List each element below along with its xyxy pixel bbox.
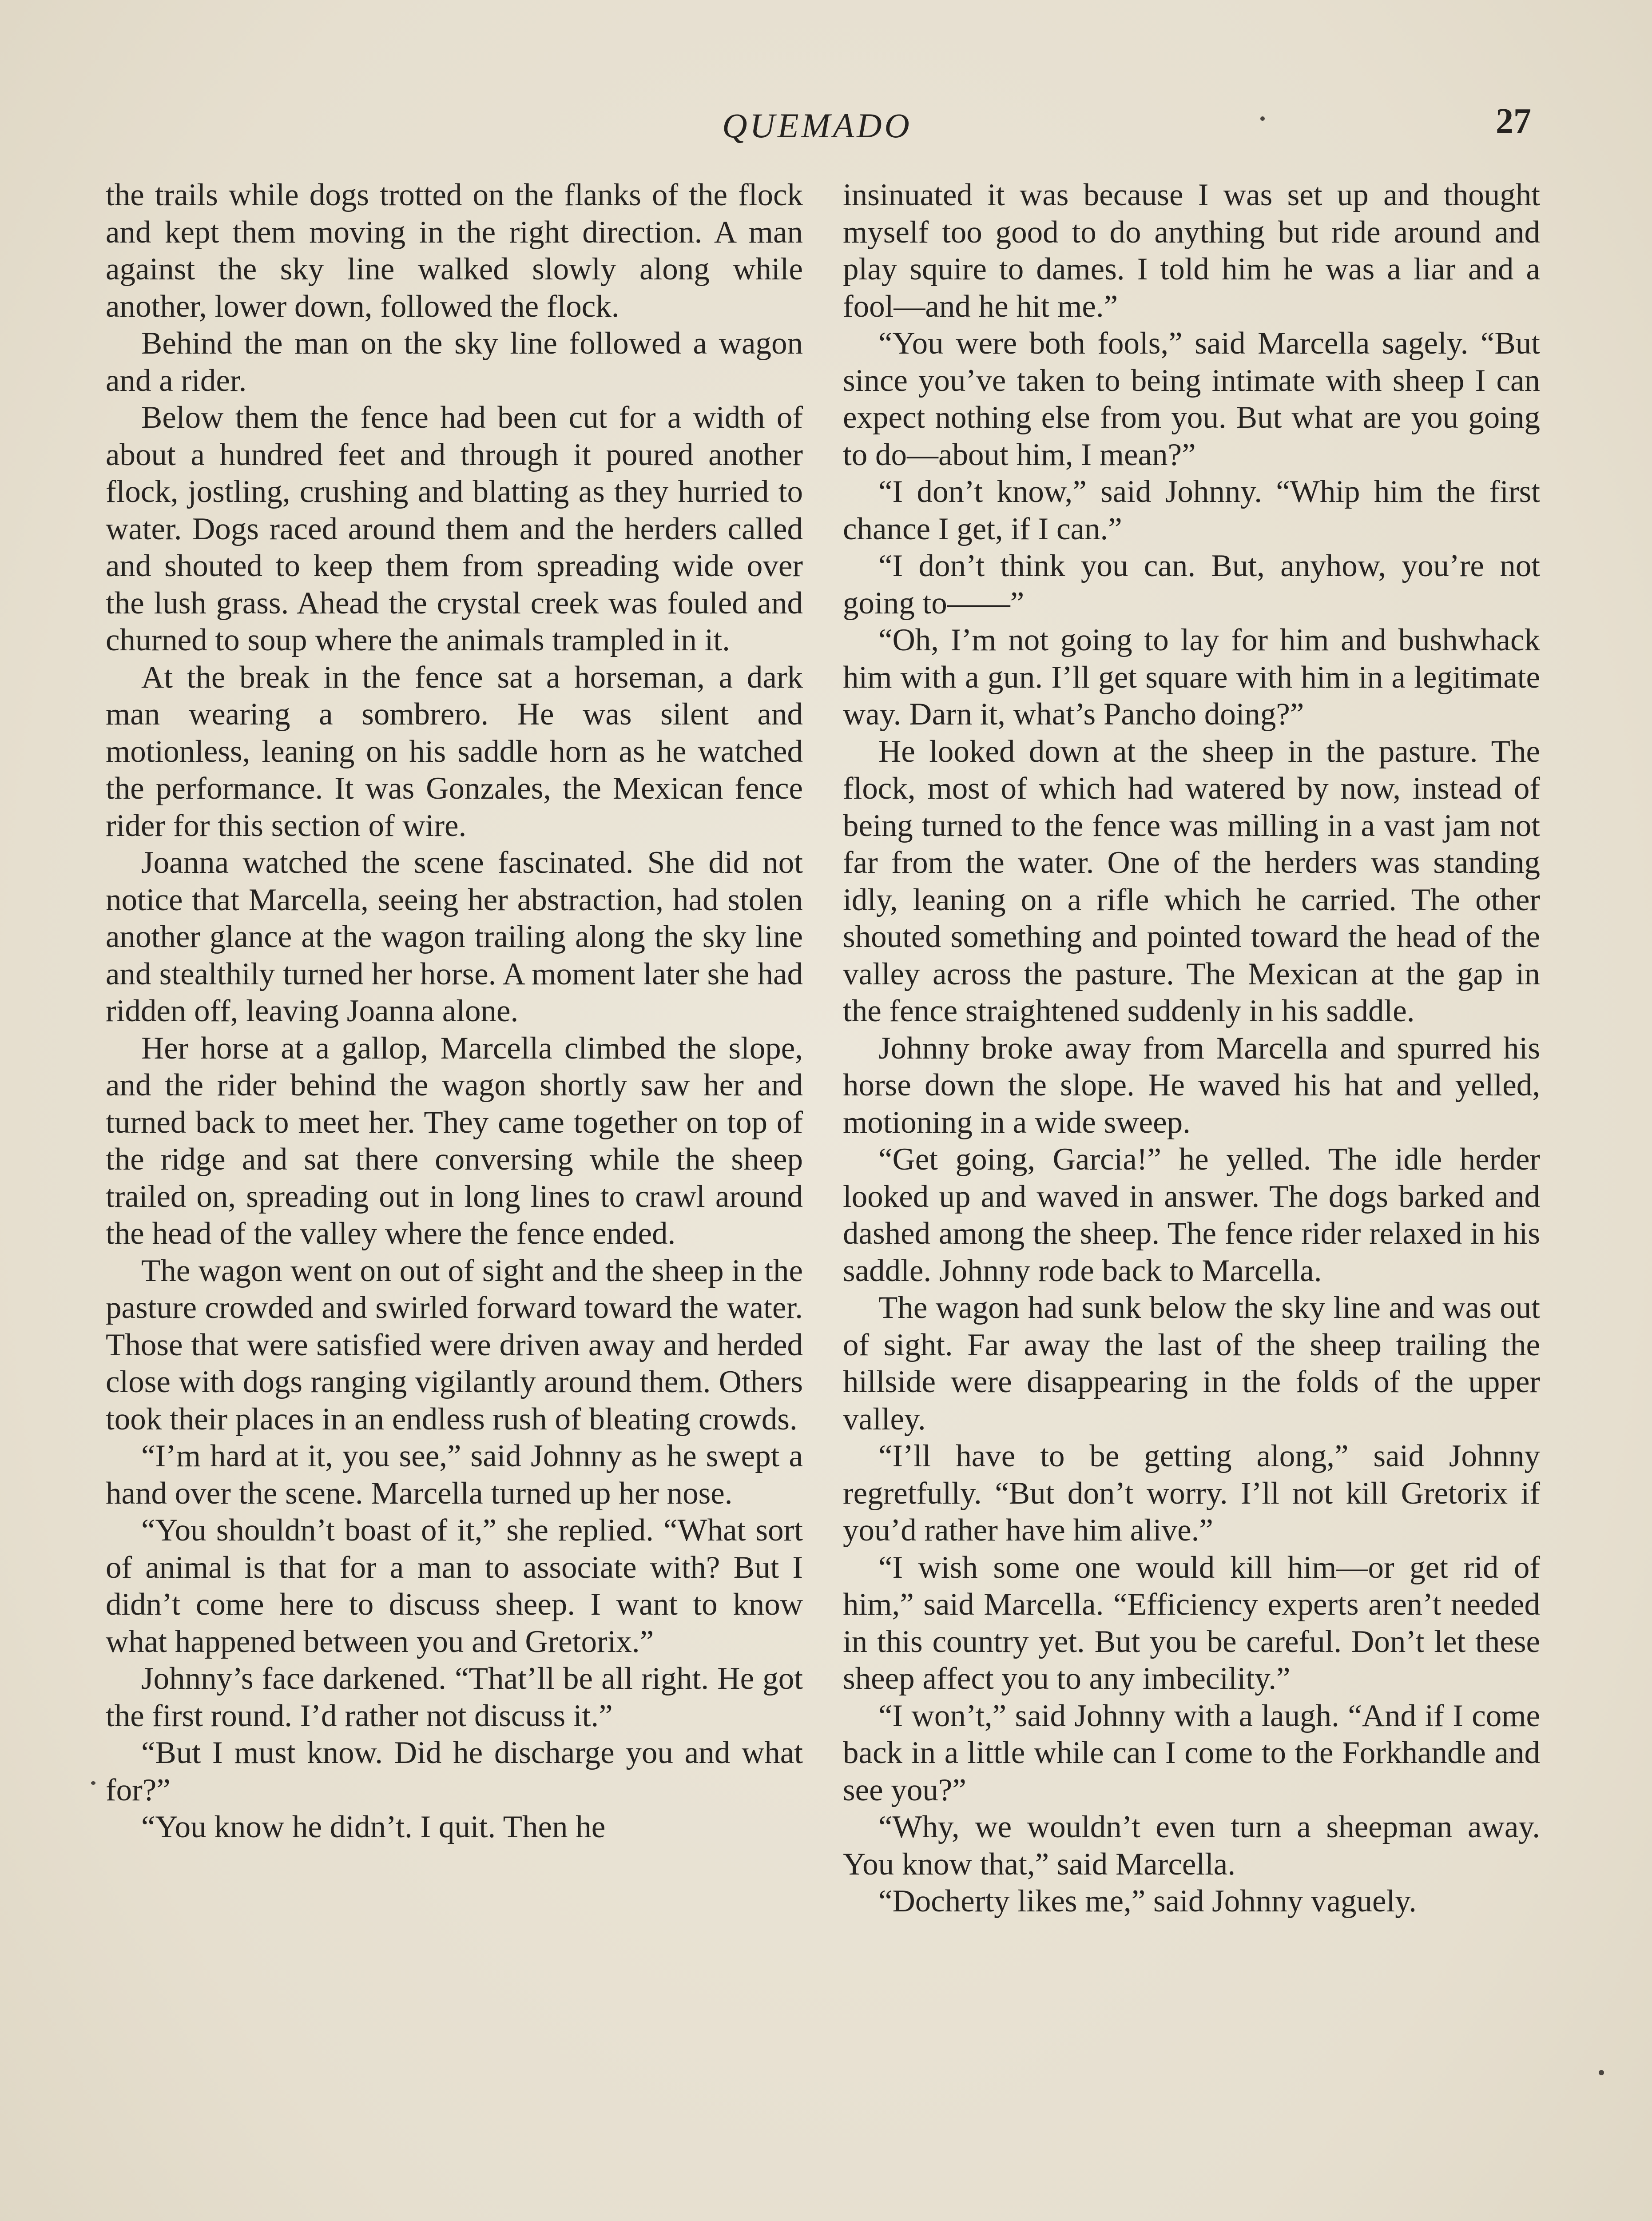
paragraph: “I won’t,” said Johnny with a laugh. “And if I come back in a little while can I come to the Forkhandle and see you?” bbox=[843, 1698, 1540, 1807]
paragraph: “Get going, Garcia!” he yelled. The idle herder looked up and waved in answer. The dogs barked and dashed among the sheep. The fence rider relaxed in his saddle. Johnny rode back to Marcella. bbox=[843, 1142, 1540, 1288]
paragraph: Johnny broke away from Marcella and spurred his horse down the slope. He waved his hat and yelled, motioning in a wide sweep. bbox=[843, 1031, 1540, 1140]
running-title: QUEMADO bbox=[722, 106, 912, 145]
paragraph: “You shouldn’t boast of it,” she replied. “What sort of animal is that for a man to associate with? But I didn’t come here to discuss sheep. I want to know what happened between you and Gretorix.” bbox=[106, 1513, 803, 1659]
paragraph: “I don’t think you can. But, anyhow, you’re not going to——” bbox=[843, 549, 1540, 621]
paragraph: “I don’t know,” said Johnny. “Whip him the first chance I get, if I can.” bbox=[843, 474, 1540, 546]
paragraph: The wagon had sunk below the sky line and was out of sight. Far away the last of the sheep trailing the hillside were disappearing in the folds of the upper valley. bbox=[843, 1290, 1540, 1437]
paragraph: “You were both fools,” said Marcella sagely. “But since you’ve taken to being intimate with sheep I can expect nothing else from you. But what are you going to do—about him, I mean?” bbox=[843, 326, 1540, 472]
paragraph: “I wish some one would kill him—or get rid of him,” said Marcella. “Efficiency experts aren’t needed in this country yet. But you be careful. Don’t let these sheep affect you to any imbecility.” bbox=[843, 1550, 1540, 1696]
paragraph: insinuated it was because I was set up and thought myself too good to do anything but ride around and play squire to dames. I told him he was a liar and a fool—and he hit me.” bbox=[843, 178, 1540, 324]
print-speck bbox=[1599, 2070, 1604, 2075]
paragraph: “Oh, I’m not going to lay for him and bushwhack him with a gun. I’ll get square with him in a legitimate way. Darn it, what’s Pancho doing?” bbox=[843, 623, 1540, 732]
paragraph: “Docherty likes me,” said Johnny vaguely. bbox=[878, 1884, 1417, 1918]
paragraph: “I’ll have to be getting along,” said Johnny regretfully. “But don’t worry. I’ll not kill Gretorix if you’d rather have him alive.” bbox=[843, 1439, 1540, 1548]
paragraph: “You know he didn’t. I quit. Then he bbox=[141, 1810, 606, 1844]
paragraph: The wagon went on out of sight and the sheep in the pasture crowded and swirled forward toward the water. Those that were satisfied were driven away and herded close with dogs ranging vigilantly around them. Others took their places in an endless rush of bleating crowds. bbox=[106, 1253, 803, 1437]
page-number: 27 bbox=[1496, 102, 1531, 141]
paragraph: Her horse at a gallop, Marcella climbed the slope, and the rider behind the wagon shortly saw her and turned back to meet her. They came together on top of the ridge and sat there conversing while the sheep trailed on, spreading out in long lines to crawl around the head of the valley where the fence ended. bbox=[106, 1031, 803, 1251]
paragraph: the trails while dogs trotted on the flanks of the flock and kept them moving in the right direction. A man against the sky line walked slowly along while another, lower down, followed the flock. bbox=[106, 178, 803, 324]
paragraph: “Why, we wouldn’t even turn a sheepman away. You know that,” said Marcella. bbox=[843, 1810, 1540, 1882]
paragraph: He looked down at the sheep in the pasture. The flock, most of which had watered by now, instead of being turned to the fence was milling in a vast jam not far from the water. One of the herders was standing idly, leaning on a rifle which he carried. The other shouted something and pointed toward the head of the valley across the pasture. The Mexican at the gap in the fence straightened suddenly in his saddle. bbox=[843, 734, 1540, 1028]
left-text-column bbox=[106, 177, 803, 1846]
running-head bbox=[0, 101, 1652, 150]
print-speck bbox=[1260, 116, 1265, 121]
paragraph: At the break in the fence sat a horseman, a dark man wearing a sombrero. He was silent and motionless, leaning on his saddle horn as he watched the performance. It was Gonzales, the Mexican fence rider for this section of wire. bbox=[106, 660, 803, 843]
right-text-column bbox=[843, 177, 1540, 1920]
paragraph: “I’m hard at it, you see,” said Johnny as he swept a hand over the scene. Marcella turned up her nose. bbox=[106, 1439, 803, 1511]
paragraph: Joanna watched the scene fascinated. She did not notice that Marcella, seeing her abstraction, had stolen another glance at the wagon trailing along the sky line and stealthily turned her horse. A moment later she had ridden off, leaving Joanna alone. bbox=[106, 845, 803, 1028]
paragraph: Below them the fence had been cut for a width of about a hundred feet and through it poured another flock, jostling, crushing and blatting as they hurried to water. Dogs raced around them and the herders called and shouted to keep them from spreading wide over the lush grass. Ahead the crystal creek was fouled and churned to soup where the animals trampled in it. bbox=[106, 400, 803, 657]
print-speck bbox=[91, 1781, 95, 1785]
paragraph: Behind the man on the sky line followed a wagon and a rider. bbox=[106, 326, 803, 398]
paragraph: Johnny’s face darkened. “That’ll be all right. He got the first round. I’d rather not discuss it.” bbox=[106, 1661, 803, 1733]
paragraph: “But I must know. Did he discharge you and what for?” bbox=[106, 1735, 803, 1807]
